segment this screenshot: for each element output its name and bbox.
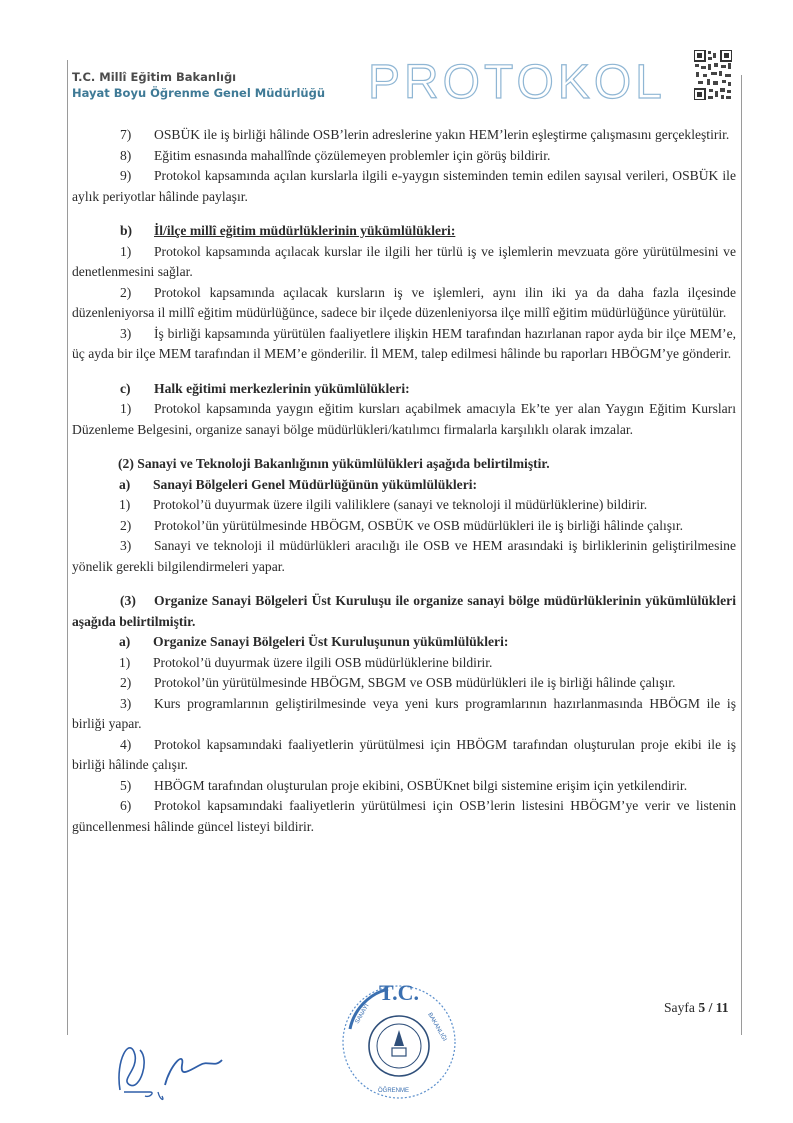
list-item: 2) Protokol kapsamında açılacak kursların iş ve işlemleri, aynı ilin iki ya da daha fazla ilçesinde düzenleniyorsa il millî eğitim müdürlüğünce, sadece bir ilçede düzenleniyorsa ilçe millî eğitim müdürlüğünce yürütülür. (72, 284, 736, 320)
list-item: 6) Protokol kapsamındaki faaliyetlerin yürütülmesi için OSB’lerin listesini HBÖGM’ye verir ve listenin güncellenmesi hâlinde güncel listeyi bildirir. (72, 798, 736, 834)
list-item: 2) Protokol’ün yürütülmesinde HBÖGM, SBGM ve OSB müdürlükleri ile iş birliği hâlinde çalışır. (120, 675, 676, 690)
list-item: 2) Protokol’ün yürütülmesinde HBÖGM, OSBÜK ve OSB müdürlükleri ile iş birliği hâlinde çalışır. (120, 517, 683, 533)
official-seal-stamp-icon (328, 974, 470, 1104)
svg-text:BAKANLIĞI: BAKANLIĞI (426, 1012, 448, 1043)
protokol-title: PROTOKOL (368, 56, 666, 109)
section-2-heading: (2) Sanayi ve Teknoloji Bakanlığının yükümlülükleri aşağıda belirtilmiştir. (118, 456, 550, 471)
list-item: 1) Protokol’ü duyurmak üzere ilgili valiliklere (sanayi ve teknoloji il müdürlüklerine) bildirir. (119, 497, 648, 512)
list-item: 1) Protokol kapsamında yaygın eğitim kursları açabilmek amacıyla Ek’te yer alan Yaygın Eğitim Kursları Düzenleme Belgesini, organize sanayi bölge müdürlükleri/katılımcı firmalarla karşılıklı olarak imzalar. (72, 401, 736, 437)
list-item: 1) Protokol kapsamında açılacak kurslar ile ilgili her türlü iş ve işlemlerin mevzuata göre yürütülmesini ve denetlenmesini sağlar. (72, 243, 736, 279)
org-ministry: T.C. Millî Eğitim Bakanlığı (72, 70, 237, 84)
svg-text:SANAYİ: SANAYİ (354, 1003, 371, 1025)
list-item: 3) İş birliği kapsamında yürütülen faaliyetlere ilişkin HEM tarafından hazırlanan rapor ayda bir ilçe MEM’e, üç ayda bir ilçe MEM tarafından il MEM’e gönderilir. İl MEM, talep edilmesi hâlinde bu raporları HBÖGM’ye gönderir. (72, 325, 736, 361)
list-item: 7) OSBÜK ile iş birliği hâlinde OSB’lerin adreslerine yakın HEM’lerin eşleştirme çalışmasını gerçekleştirir. (120, 127, 730, 142)
section-3-heading: (3) Organize Sanayi Bölgeleri Üst Kuruluşu ile organize sanayi bölge müdürlüklerinin yükümlülükleri aşağıda belirtilmiştir. (72, 593, 736, 629)
section-c-heading: c) Halk eğitimi merkezlerinin yükümlülükleri: (120, 380, 410, 396)
list-item: 4) Protokol kapsamındaki faaliyetlerin yürütülmesi için HBÖGM tarafından oluşturulan proje ekibi ile iş birliği hâlinde çalışır. (72, 736, 736, 772)
document-body (72, 125, 736, 837)
list-item: 8) Eğitim esnasında mahallînde çözülemeyen problemler için görüş bildirir. (120, 147, 551, 163)
svg-text:T.C.: T.C. (379, 980, 419, 1005)
left-margin-line (67, 60, 68, 1035)
header-organization (72, 69, 325, 101)
right-margin-line (741, 75, 742, 1035)
svg-text:ÖĞRENME: ÖĞRENME (378, 1088, 410, 1094)
section-2a-heading: a) Sanayi Bölgeleri Genel Müdürlüğünün yükümlülükleri: (119, 476, 478, 492)
list-item: 5) HBÖGM tarafından oluşturulan proje ekibini, OSBÜKnet bilgi sistemine erişim için yetkilendirir. (120, 777, 688, 793)
section-3a-heading: a) Organize Sanayi Bölgeleri Üst Kuruluşunun yükümlülükleri: (119, 634, 509, 649)
page-number: Sayfa 5 / 11 (664, 1000, 729, 1015)
section-b-heading: b) İl/ilçe millî eğitim müdürlüklerinin yükümlülükleri: (120, 223, 456, 238)
qr-code-icon (694, 50, 732, 100)
org-directorate: Hayat Boyu Öğrenme Genel Müdürlüğü (72, 86, 326, 100)
list-item: 3) Sanayi ve teknoloji il müdürlükleri aracılığı ile OSB ve HEM arasındaki iş birliklerinin geliştirilmesine yönelik gerekli bilgilendirmeleri yapar. (72, 538, 736, 574)
list-item: 1) Protokol’ü duyurmak üzere ilgili OSB müdürlüklerine bildirir. (119, 654, 493, 670)
list-item: 9) Protokol kapsamında açılan kurslarla ilgili e-yaygın sisteminden temin edilen sayısal verileri, OSBÜK ile aylık periyotlar hâlinde paylaşır. (72, 168, 736, 204)
list-item: 3) Kurs programlarının geliştirilmesinde veya yeni kurs programlarının hazırlanmasında HBÖGM ile iş birliği yapar. (72, 695, 736, 731)
signature (110, 1030, 240, 1105)
